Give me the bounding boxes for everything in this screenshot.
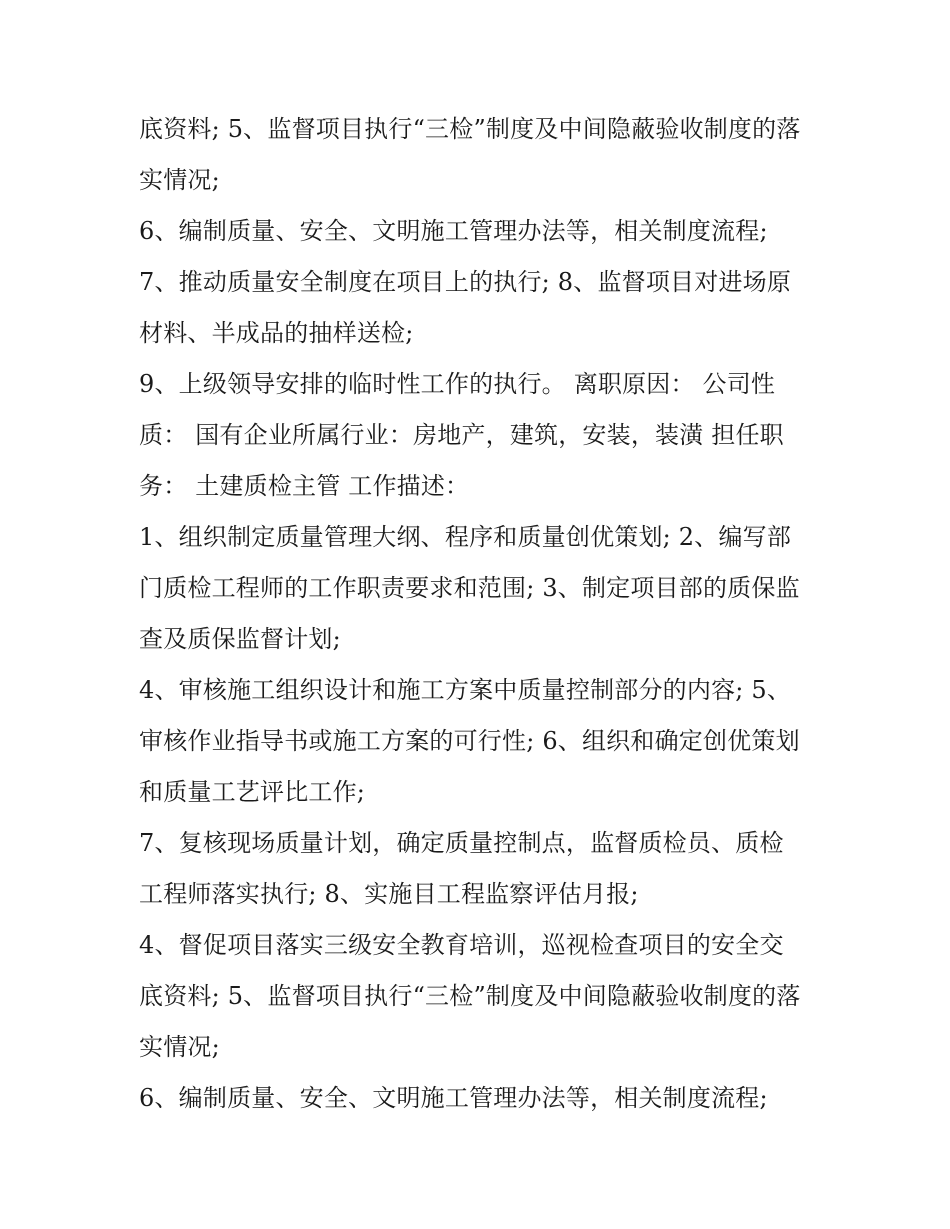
text-line: 底资料; 5、监督项目执行“三检”制度及中间隐蔽验收制度的落 xyxy=(139,115,801,143)
text-line: 实情况; xyxy=(139,166,220,194)
text-line: 质： 国有企业所属行业：房地产，建筑，安装，装潢 担任职 xyxy=(139,421,784,449)
text-line: 9、上级领导安排的临时性工作的执行。 离职原因： 公司性 xyxy=(139,370,776,398)
text-line: 实情况; xyxy=(139,1033,220,1061)
text-line: 务： 土建质检主管 工作描述： xyxy=(139,472,470,500)
text-line: 1、组织制定质量管理大纲、程序和质量创优策划; 2、编写部 xyxy=(139,523,792,551)
document-body xyxy=(139,104,819,1124)
text-line: 材料、半成品的抽样送检; xyxy=(139,319,414,347)
text-line: 底资料; 5、监督项目执行“三检”制度及中间隐蔽验收制度的落 xyxy=(139,982,801,1010)
text-line: 4、审核施工组织设计和施工方案中质量控制部分的内容; 5、 xyxy=(139,676,792,704)
text-line: 审核作业指导书或施工方案的可行性; 6、组织和确定创优策划 xyxy=(139,727,800,755)
text-line: 和质量工艺评比工作; xyxy=(139,778,366,806)
text-line: 门质检工程师的工作职责要求和范围; 3、制定项目部的质保监 xyxy=(139,574,800,602)
text-line: 6、编制质量、安全、文明施工管理办法等，相关制度流程; xyxy=(139,1084,768,1112)
text-line: 7、复核现场质量计划，确定质量控制点，监督质检员、质检 xyxy=(139,829,784,857)
text-line: 6、编制质量、安全、文明施工管理办法等，相关制度流程; xyxy=(139,217,768,245)
text-line: 4、督促项目落实三级安全教育培训，巡视检查项目的安全交 xyxy=(139,931,784,959)
text-line: 工程师落实执行; 8、实施目工程监察评估月报; xyxy=(139,880,639,908)
text-line: 查及质保监督计划; xyxy=(139,625,341,653)
text-line: 7、推动质量安全制度在项目上的执行; 8、监督项目对进场原 xyxy=(139,268,792,296)
